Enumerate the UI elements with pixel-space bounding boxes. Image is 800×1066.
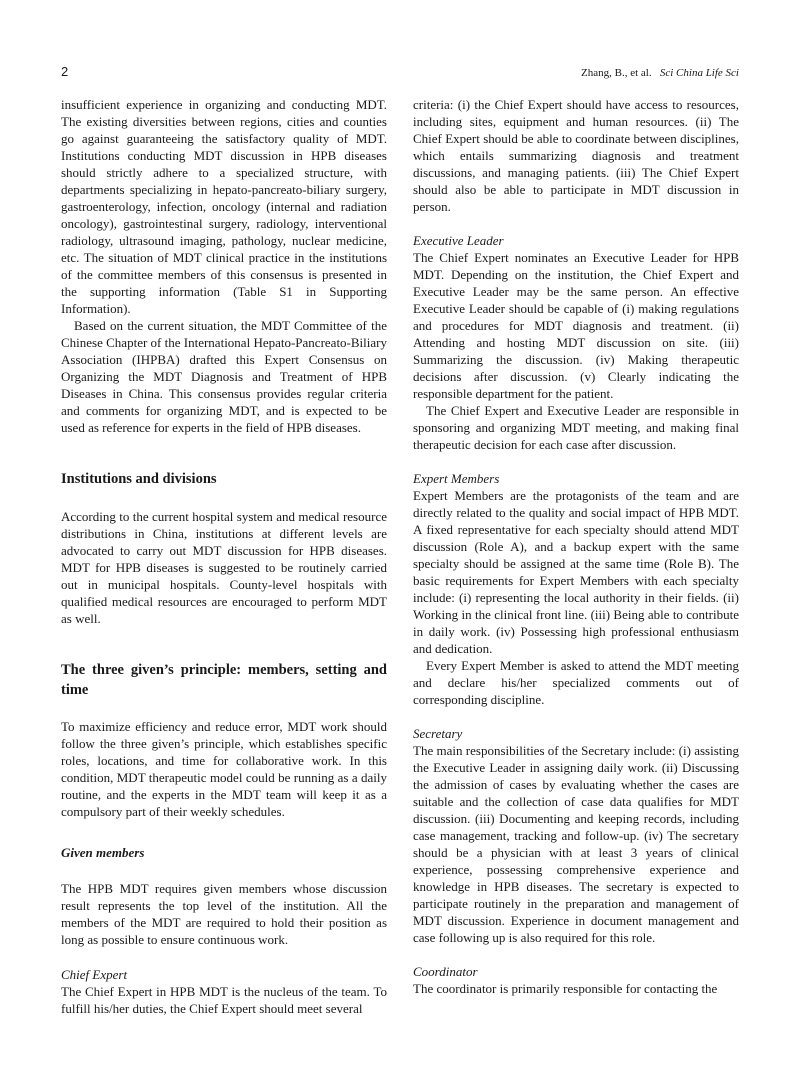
section-heading-institutions: Institutions and divisions (61, 471, 217, 487)
running-head-journal: Sci China Life Sci (659, 67, 739, 79)
paragraph: insufficient experience in organizing and conducting MDT. The existing diversities between regions, cities and counties go against guaranteeing the satisfactory quality of MDT. Institutions conducting MDT discussion in HPB diseases should strictly adhere to a specialized structure, with departments specializing in hepato-pancreato-biliary surgery, gastroenterology, infection, oncology (internal and radiation oncology), gastrointestinal surgery, radiology, interventional radiology, ultrasound imaging, pathology, nuclear medicine, etc. The situation of MDT clinical practice in the institutions of the committee members of this consensus is presented in the supporting information (Table S1 in Supporting Information). (61, 97, 387, 316)
subheading-secretary: Secretary (413, 726, 463, 741)
paragraph: The Chief Expert nominates an Executive Leader for HPB MDT. Depending on the institution, the Chief Expert and Executive Leader may be the same person. An effective Executive Leader should be capable of (i) making regulations and procedures for MDT diagnosis and treatment. (ii) Attending and hosting MDT discussion on site. (iii) Summarizing the discussion. (iv) Making therapeutic decisions after discussion. (v) Clearly indicating the responsible department for the patient. (413, 250, 739, 401)
paragraph: Every Expert Member is asked to attend the MDT meeting and declare his/her specialized comments out of corresponding discipline. (413, 658, 739, 707)
paragraph: The main responsibilities of the Secretary include: (i) assisting the Executive Leader in assigning daily work. (ii) Discussing the admission of cases by evaluating whether the cases are suitable and the collection of case data qualifies for MDT discussion. (iii) Documenting and keeping records, including case management, tracking and follow-up. (iv) The secretary should be a physician with at least 3 years of clinical experience, possessing comprehensive experience and knowledge in HPB diseases. The secretary is expected to participate routinely in the preparation and management of MDT discussion. Experience in document management and case following up is also required for this role. (413, 743, 739, 945)
running-head-authors: Zhang, B., et al. (581, 67, 652, 79)
section-heading-three-given-principle: The three given’s principle: members, setting and time (61, 662, 387, 698)
paragraph: To maximize efficiency and reduce error, MDT work should follow the three given’s principle, which establishes specific roles, locations, and time for collaborative work. In this condition, MDT therapeutic model could be running as a daily routine, and the experts in the MDT team will keep it as a compulsory part of their weekly schedules. (61, 719, 387, 819)
right-column (413, 96, 739, 997)
running-head (581, 67, 739, 79)
subheading-chief-expert: Chief Expert (61, 967, 128, 982)
paragraph: The HPB MDT requires given members whose discussion result represents the top level of the institution. All the members of the MDT are required to hold their position as long as possible to ensure continuous work. (61, 881, 387, 947)
subheading-executive-leader: Executive Leader (413, 233, 504, 248)
paragraph: According to the current hospital system and medical resource distributions in China, institutions at different levels are advocated to carry out MDT discussion for HPB diseases. MDT for HPB diseases is suggested to be routinely carried out in municipal hospitals. County-level hospitals with qualified medical resources are encouraged to perform MDT as well. (61, 509, 387, 626)
subheading-coordinator: Coordinator (413, 964, 478, 979)
paragraph: Based on the current situation, the MDT Committee of the Chinese Chapter of the International Hepato-Pancreato-Biliary Association (IHPBA) drafted this Expert Consensus on Organizing the MDT Diagnosis and Treatment of HPB Diseases in China. This consensus provides regular criteria and comments for organizing MDT, and is expected to be used as reference for experts in the field of HPB diseases. (61, 318, 387, 435)
left-column (61, 96, 387, 1017)
paragraph: The coordinator is primarily responsible for contacting the (413, 981, 718, 996)
page-number: 2 (61, 64, 69, 79)
paragraph: Expert Members are the protagonists of the team and are directly related to the quality and social impact of HPB MDT. A fixed representative for each specialty should attend MDT discussion (Role A), and a backup expert with the same specialty should be assigned at the same time (Role B). The basic requirements for Expert Members with each specialty include: (i) representing the local authority in their fields. (ii) Working in the clinical front line. (iii) Being able to contribute in daily work. (iv) Possessing high professional enthusiasm and dedication. (413, 488, 739, 656)
paragraph: The Chief Expert in HPB MDT is the nucleus of the team. To fulfill his/her duties, the Chief Expert should meet several (61, 984, 387, 1016)
subheading-expert-members: Expert Members (413, 471, 500, 486)
paragraph: criteria: (i) the Chief Expert should have access to resources, including sites, equipment and human resources. (ii) The Chief Expert should be able to coordinate between disciplines, which entails summarizing diagnosis and treatment discussions, and managing patients. (iii) The Chief Expert should also be able to participate in MDT discussion in person. (413, 97, 739, 214)
paragraph: The Chief Expert and Executive Leader are responsible in sponsoring and organizing MDT meeting, and making final therapeutic decision for each case after discussion. (413, 403, 739, 452)
subsection-heading-given-members: Given members (61, 845, 145, 860)
